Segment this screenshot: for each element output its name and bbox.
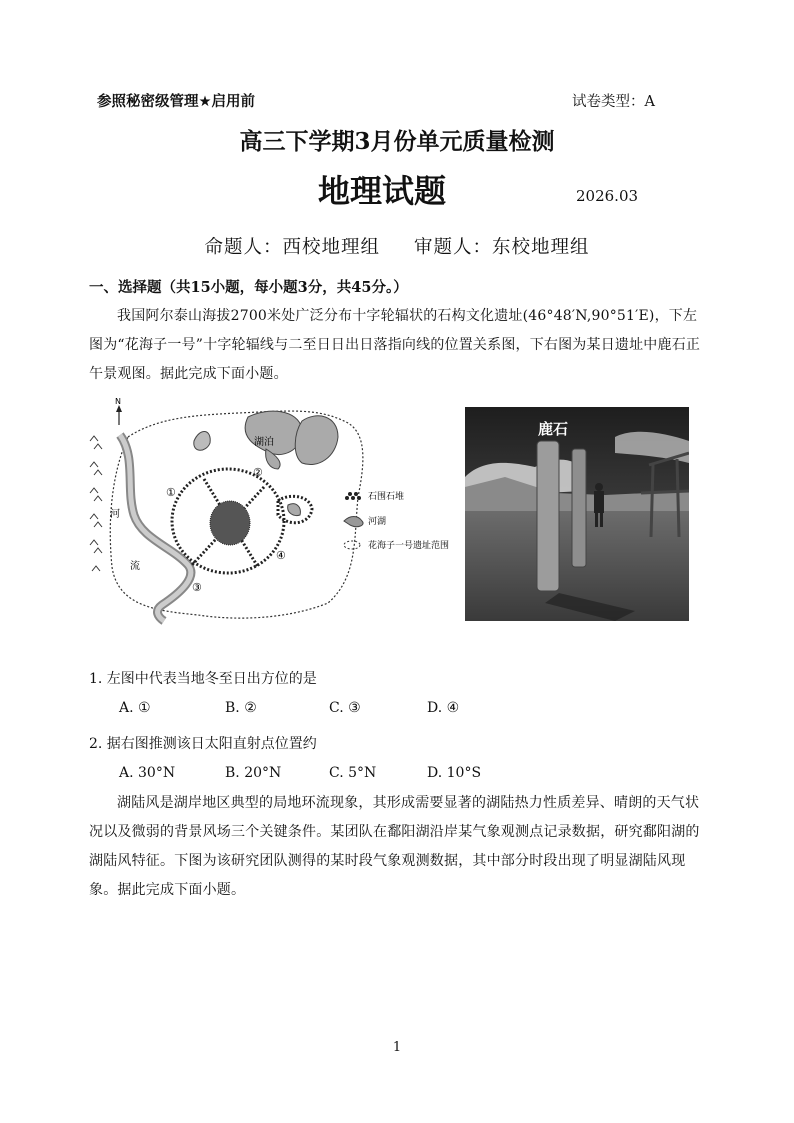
- lake-north: [245, 411, 302, 454]
- intro-paragraph: [89, 302, 704, 389]
- confidentiality-label: 参照秘密级管理★启用前: [97, 94, 255, 110]
- passage-2-text: 湖陆风是湖岸地区典型的局地环流现象，其形成需要显著的湖陆热力性质差异、晴朗的天气状况以及微弱的背景风场三个关键条件。某团队在鄱阳湖沿岸某气象观测点记录数据，研究鄱阳湖的湖陆风特征。下图为该研究团队测得的某时段气象观测数据，其中部分时段出现了明显湖陆风现象。据此完成下面小题。: [89, 795, 700, 898]
- intro-text: 我国阿尔泰山海拔2700米处广泛分布十字轮辐状的石构文化遗址(46°48′N,90°51′E)，下左图为“花海子一号”十字轮辐线与二至日日出日落指向线的位置关系图，下右图为某日遗址中鹿石正午景观图。据此完成下面小题。: [89, 308, 701, 382]
- question-2-stem: 2. 据右图推测该日太阳直射点位置约: [89, 736, 317, 752]
- page-number: 1: [392, 1040, 402, 1055]
- reviewer-label: 审题人：东校地理组: [414, 237, 590, 258]
- q2-option-b[interactable]: B. 20°N: [225, 765, 282, 781]
- marker-3: ③: [192, 581, 202, 594]
- q1-option-b[interactable]: B. ②: [225, 700, 257, 716]
- exam-date: 2026.03: [576, 187, 639, 205]
- section-heading: 一、选择题（共15小题，每小题3分，共45分。）: [89, 279, 408, 296]
- exam-title: 高三下学期3月份单元质量检测: [239, 128, 555, 155]
- marker-2: ②: [253, 466, 263, 479]
- question-1-stem: 1. 左图中代表当地冬至日出方位的是: [89, 671, 317, 687]
- deer-stone-2: [572, 449, 586, 567]
- q2-option-a[interactable]: A. 30°N: [119, 765, 176, 781]
- authors-line: [0, 233, 794, 259]
- central-cairn: [210, 501, 250, 545]
- legend-stone: 石围石堆: [368, 492, 405, 502]
- q1-option-c[interactable]: C. ③: [329, 700, 361, 716]
- passage-2: [89, 789, 704, 905]
- q1-option-d[interactable]: D. ④: [427, 700, 460, 716]
- legend-site: 花海子一号遗址范围: [368, 541, 450, 551]
- site-map: [88, 397, 450, 625]
- river-label-1: 河: [110, 509, 120, 520]
- legend-river: 河湖: [368, 517, 387, 527]
- lake-east: [295, 416, 338, 465]
- lake-label: 湖泊: [254, 437, 274, 448]
- subject-title: 地理试题: [318, 172, 447, 210]
- deer-stone-1: [537, 441, 559, 591]
- marker-4: ④: [276, 549, 286, 562]
- photo-label: 鹿石: [538, 420, 569, 438]
- q1-option-a[interactable]: A. ①: [119, 700, 151, 716]
- mountain-icons: [90, 436, 102, 571]
- marker-1: ①: [166, 486, 176, 499]
- q2-option-d[interactable]: D. 10°S: [427, 765, 482, 781]
- river-label-2: 流: [130, 561, 140, 572]
- north-label: N: [115, 397, 121, 406]
- map-legend: [344, 490, 449, 551]
- deer-stone-photo: [465, 407, 689, 621]
- q2-option-c[interactable]: C. 5°N: [329, 765, 377, 781]
- paper-type-label: 试卷类型：A: [572, 94, 655, 110]
- setter-label: 命题人：西校地理组: [204, 237, 380, 258]
